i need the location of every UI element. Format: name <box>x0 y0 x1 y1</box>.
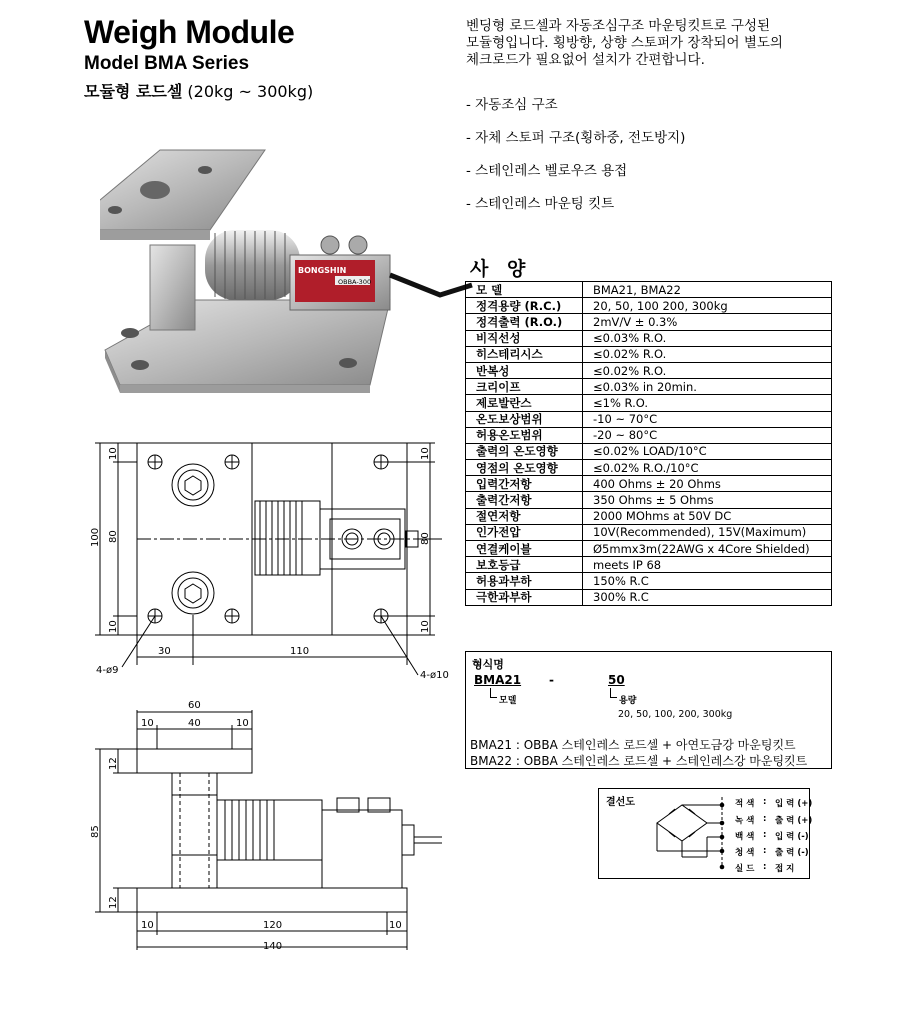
spec-key: 연결케이블 <box>466 541 583 557</box>
spec-key: 히스테리시스 <box>466 346 583 362</box>
dim-top-total: 60 <box>188 700 201 711</box>
model-code: BMA21 <box>474 673 522 687</box>
dim-top-a: 10 <box>141 718 154 729</box>
brand-label: BONGSHIN <box>298 266 347 275</box>
spec-value: BMA21, BMA22 <box>583 282 832 298</box>
top-view-drawing <box>80 435 450 680</box>
spec-key: 절연저항 <box>466 508 583 524</box>
dim-top-b: 40 <box>188 718 201 729</box>
spec-value: ≤0.03% in 20min. <box>583 379 832 395</box>
model-code-heading: 형식명 <box>472 658 504 671</box>
spec-value: 2000 MOhms at 50V DC <box>583 508 832 524</box>
spec-value: ≤0.02% R.O. <box>583 362 832 378</box>
spec-row <box>466 379 832 395</box>
description-line: 벤딩형 로드셀과 자동조심구조 마운팅킷트로 구성된 <box>466 18 771 34</box>
spec-row <box>466 314 832 330</box>
spec-row <box>466 524 832 540</box>
spec-row <box>466 298 832 314</box>
model-bracket <box>490 688 497 698</box>
spec-row <box>466 589 832 605</box>
dim-left-top: 10 <box>108 447 119 460</box>
spec-key: 정격용량 (R.C.) <box>466 298 583 314</box>
bridge-symbol <box>647 793 732 875</box>
dim-bottom-b: 120 <box>263 920 283 931</box>
spec-row <box>466 346 832 362</box>
wiring-sep: : <box>763 830 767 840</box>
dim-bottom-left: 30 <box>158 646 171 657</box>
wiring-signal: 접 지 <box>775 864 795 874</box>
spec-value: meets IP 68 <box>583 557 832 573</box>
dim-top-c: 10 <box>236 718 249 729</box>
spec-value: ≤0.03% R.O. <box>583 330 832 346</box>
dim-hole-right: 4-ø10 <box>420 670 449 680</box>
wiring-heading: 결선도 <box>606 797 635 808</box>
spec-row <box>466 427 832 443</box>
spec-key: 인가전압 <box>466 524 583 540</box>
spec-key: 영점의 온도영향 <box>466 460 583 476</box>
dim-left-total: 100 <box>90 527 101 547</box>
feature-item: - 스테인레스 벨로우즈 용접 <box>466 163 628 179</box>
spec-value: ≤0.02% R.O./10°C <box>583 460 832 476</box>
wiring-signal: 출 력 (+) <box>775 816 813 826</box>
spec-value: 400 Ohms ± 20 Ohms <box>583 476 832 492</box>
wiring-sep: : <box>763 814 767 824</box>
description-line: 모듈형입니다. 횡방향, 상향 스토퍼가 장착되어 별도의 <box>466 35 783 51</box>
spec-key: 입력간저항 <box>466 476 583 492</box>
side-view-drawing <box>80 695 460 960</box>
spec-row <box>466 492 832 508</box>
capacity-label: 용량 <box>619 696 637 706</box>
spec-value: 2mV/V ± 0.3% <box>583 314 832 330</box>
wiring-color: 적 색 <box>735 799 755 809</box>
feature-item: - 자체 스토퍼 구조(횡하중, 전도방지) <box>466 130 686 146</box>
dim-left-inner: 80 <box>108 530 119 543</box>
model-tag: OBBA-300 <box>338 278 372 286</box>
spec-row <box>466 282 832 298</box>
capacity-list: 20, 50, 100, 200, 300kg <box>618 709 733 720</box>
model-series: Model BMA Series <box>84 53 250 74</box>
spec-title: 사 양 <box>470 258 532 280</box>
feature-list <box>466 93 685 225</box>
page-title: Weigh Module <box>84 14 295 50</box>
spec-row <box>466 557 832 573</box>
spec-value: ≤1% R.O. <box>583 395 832 411</box>
spec-value: ≤0.02% R.O. <box>583 346 832 362</box>
wiring-sep: : <box>763 846 767 856</box>
dim-right-top: 10 <box>420 447 431 460</box>
spec-key: 극한과부하 <box>466 589 583 605</box>
wiring-color: 녹 색 <box>735 816 755 826</box>
wiring-color: 청 색 <box>735 848 755 858</box>
model-code-dash: - <box>549 673 554 687</box>
wiring-signal: 입 력 (+) <box>775 799 813 809</box>
dim-height: 85 <box>90 825 101 838</box>
feature-item: - 스테인레스 마운팅 킷트 <box>466 196 615 212</box>
spec-value: 300% R.C <box>583 589 832 605</box>
model-line: BMA22 : OBBA 스테인레스 로드셀 + 스테인레스강 마운팅킷트 <box>470 754 808 768</box>
spec-value: 150% R.C <box>583 573 832 589</box>
dim-plate-bottom: 12 <box>108 896 119 909</box>
wiring-color: 실 드 <box>735 864 755 874</box>
spec-key: 제로발란스 <box>466 395 583 411</box>
subtitle-korean: 모듈형 로드셀 <box>84 82 183 101</box>
wiring-sep: : <box>763 862 767 872</box>
spec-key: 모 델 <box>466 282 583 298</box>
spec-value: ≤0.02% LOAD/10°C <box>583 443 832 459</box>
product-photo <box>100 145 480 395</box>
subtitle <box>84 79 313 102</box>
model-line: BMA21 : OBBA 스테인레스 로드셀 + 아연도금강 마운팅킷트 <box>470 738 796 752</box>
model-code-box <box>465 651 832 769</box>
spec-value: 350 Ohms ± 5 Ohms <box>583 492 832 508</box>
spec-key: 허용과부하 <box>466 573 583 589</box>
wiring-diagram-box <box>598 788 813 879</box>
spec-row <box>466 411 832 427</box>
dim-bottom-total: 140 <box>263 941 283 952</box>
spec-row <box>466 362 832 378</box>
spec-row <box>466 460 832 476</box>
spec-key: 출력의 온도영향 <box>466 443 583 459</box>
spec-value: 20, 50, 100 200, 300kg <box>583 298 832 314</box>
spec-key: 출력간저항 <box>466 492 583 508</box>
spec-key: 보호등급 <box>466 557 583 573</box>
spec-value: Ø5mmx3m(22AWG x 4Core Shielded) <box>583 541 832 557</box>
spec-row <box>466 395 832 411</box>
dim-left-bottom: 10 <box>108 620 119 633</box>
spec-key: 온도보상범위 <box>466 411 583 427</box>
spec-row <box>466 541 832 557</box>
spec-table <box>465 281 832 606</box>
spec-key: 크리이프 <box>466 379 583 395</box>
description-line: 체크로드가 필요없어 설치가 간편합니다. <box>466 52 705 68</box>
dim-bottom-right: 110 <box>290 646 310 657</box>
spec-row <box>466 443 832 459</box>
model-label: 모델 <box>499 696 517 706</box>
dim-right-bottom: 10 <box>420 620 431 633</box>
wiring-signal: 입 력 (-) <box>775 832 809 842</box>
feature-item: - 자동조심 구조 <box>466 97 558 113</box>
spec-row <box>466 508 832 524</box>
model-capacity: 50 <box>608 673 625 687</box>
description <box>466 18 846 69</box>
dim-bottom-c: 10 <box>389 920 402 931</box>
spec-value: -10 ~ 70°C <box>583 411 832 427</box>
capacity-bracket <box>610 688 617 698</box>
spec-key: 허용온도범위 <box>466 427 583 443</box>
spec-key: 정격출력 (R.O.) <box>466 314 583 330</box>
spec-row <box>466 573 832 589</box>
dim-right-mid: 80 <box>420 532 431 545</box>
spec-key: 비직선성 <box>466 330 583 346</box>
spec-key: 반복성 <box>466 362 583 378</box>
spec-value: 10V(Recommended), 15V(Maximum) <box>583 524 832 540</box>
dim-bottom-a: 10 <box>141 920 154 931</box>
dim-hole-left: 4-ø9 <box>96 665 119 676</box>
wiring-signal: 출 력 (-) <box>775 848 809 858</box>
dim-plate-top: 12 <box>108 757 119 770</box>
wiring-color: 백 색 <box>735 832 755 842</box>
subtitle-range: (20kg ~ 300kg) <box>187 82 314 101</box>
spec-value: -20 ~ 80°C <box>583 427 832 443</box>
wiring-sep: : <box>763 797 767 807</box>
spec-row <box>466 330 832 346</box>
spec-row <box>466 476 832 492</box>
